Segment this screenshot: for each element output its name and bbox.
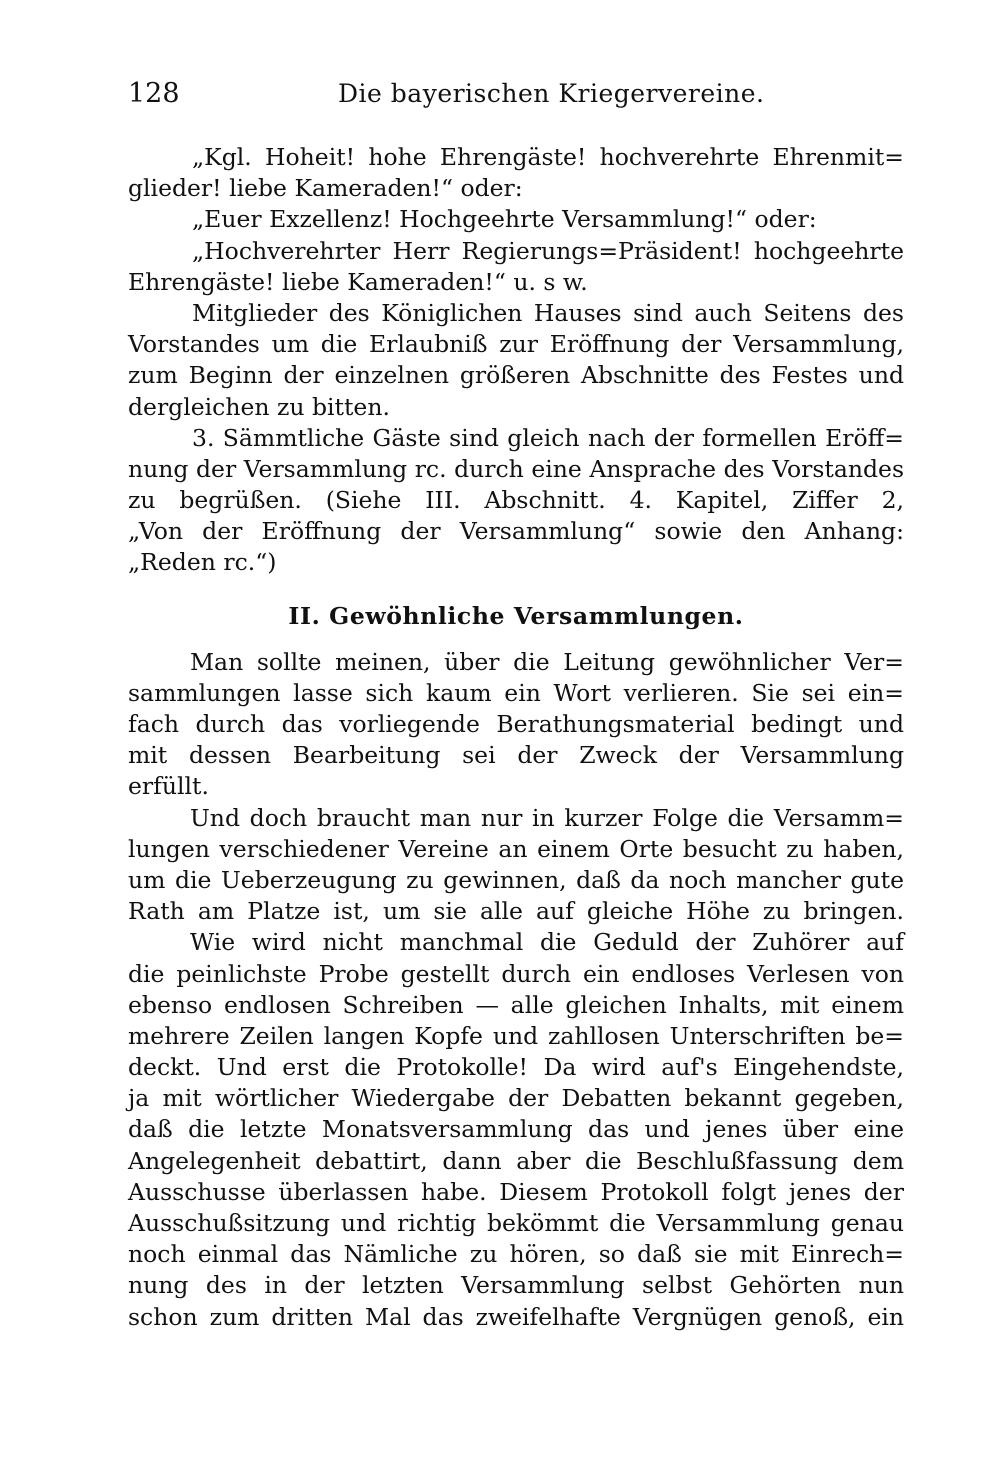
text-line: „Hochverehrter Herr Regierungs=Präsident! hochgeehrte (192, 236, 904, 265)
text-line: Ausschusse überlassen habe. Diesem Protokoll folgt jenes der (128, 1177, 904, 1206)
text-line: glieder! liebe Kameraden!“ oder: (128, 174, 523, 203)
text-line: lungen verschiedener Vereine an einem Orte besucht zu haben, (128, 834, 904, 863)
text-line: Wie wird nicht manchmal die Geduld der Zuhörer auf (190, 928, 904, 957)
text-line: „Reden rc.“) (128, 548, 277, 577)
text-line: „Von der Eröffnung der Versammlung“ sowie den Anhang: (128, 517, 904, 546)
text-line: zum Beginn der einzelnen größeren Abschnitte des Festes und (128, 361, 904, 390)
text-line: „Euer Exzellenz! Hochgeehrte Versammlung!“ oder: (192, 205, 817, 234)
text-line: schon zum dritten Mal das zweifelhafte Vergnügen genoß, ein (128, 1302, 904, 1331)
text-line: dergleichen zu bitten. (128, 392, 390, 421)
body-text (128, 142, 904, 1333)
text-line: Vorstandes um die Erlaubniß zur Eröffnung der Versammlung, (128, 330, 904, 359)
text-line: fach durch das vorliegende Berathungsmaterial bedingt und (128, 710, 904, 738)
text-line: Angelegenheit debattirt, dann aber die Beschlußfassung dem (128, 1146, 904, 1175)
text-line: noch einmal das Nämliche zu hören, so daß sie mit Einrech= (128, 1240, 904, 1269)
running-head: Die bayerischen Kriegervereine. (338, 79, 765, 108)
text-line: mit dessen Bearbeitung sei der Zweck der Versammlung (128, 741, 904, 770)
text-line: „Kgl. Hoheit! hohe Ehrengäste! hochverehrte Ehrenmit= (192, 143, 904, 171)
text-line: Ehrengäste! liebe Kameraden!“ u. s w. (128, 267, 588, 296)
text-line: Und doch braucht man nur in kurzer Folge die Versamm= (190, 803, 904, 832)
text-line: die peinlichste Probe gestellt durch ein endloses Verlesen von (128, 959, 904, 988)
section-heading: II. Gewöhnliche Versammlungen. (288, 601, 744, 630)
text-line: deckt. Und erst die Protokolle! Da wird auf's Eingehendste, (128, 1053, 904, 1082)
text-line: Rath am Platze ist, um sie alle auf gleiche Höhe zu bringen. (128, 897, 904, 926)
text-line: zu begrüßen. (Siehe III. Abschnitt. 4. Kapitel, Ziffer 2, (128, 486, 904, 515)
text-line: nung des in der letzten Versammlung selbst Gehörten nun (128, 1271, 904, 1300)
text-line: nung der Versammlung rc. durch eine Ansprache des Vorstandes (128, 454, 904, 483)
page-header (128, 74, 908, 114)
text-line: Mitglieder des Königlichen Hauses sind auch Seitens des (192, 298, 904, 327)
text-line: daß die letzte Monatsversammlung das und jenes über eine (128, 1115, 904, 1144)
text-line: um die Ueberzeugung zu gewinnen, daß da noch mancher gute (128, 865, 904, 894)
text-line: ja mit wörtlicher Wiedergabe der Debatten bekannt gegeben, (128, 1084, 904, 1113)
text-line: Ausschußsitzung und richtig bekömmt die Versammlung genau (128, 1209, 904, 1237)
text-line: ebenso endlosen Schreiben — alle gleichen Inhalts, mit einem (128, 990, 904, 1019)
text-line: erfüllt. (128, 772, 209, 801)
text-line: Man sollte meinen, über die Leitung gewöhnlicher Ver= (190, 647, 904, 676)
page-number: 128 (128, 78, 180, 109)
text-line: sammlungen lasse sich kaum ein Wort verlieren. Sie sei ein= (128, 678, 904, 707)
text-line: 3. Sämmtliche Gäste sind gleich nach der formellen Eröff= (192, 423, 904, 452)
text-line: mehrere Zeilen langen Kopfe und zahllosen Unterschriften be= (128, 1021, 904, 1050)
